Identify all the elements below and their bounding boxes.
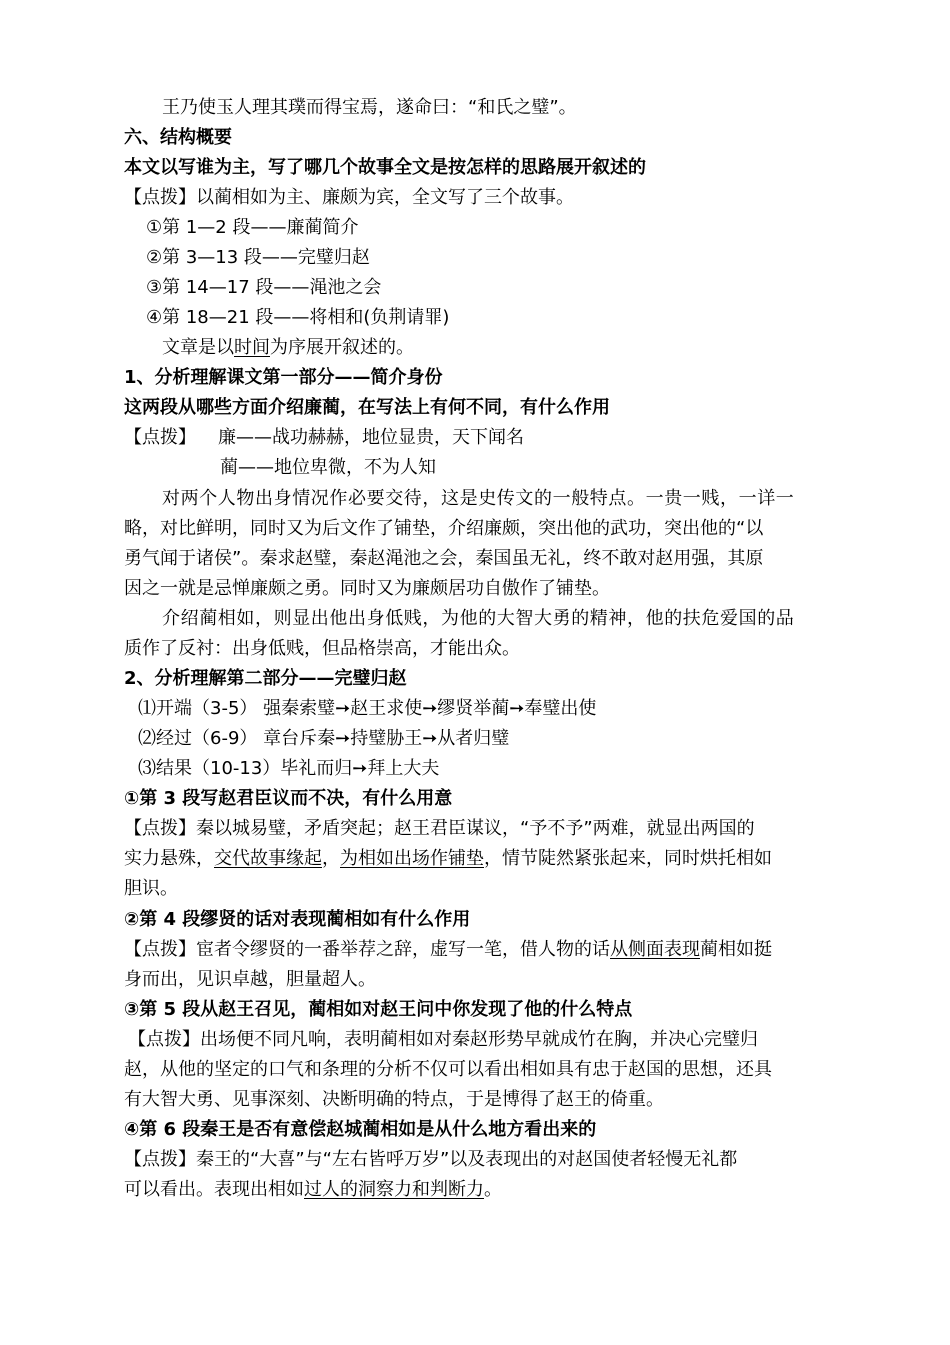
text-span: 可以看出。表现出相如 [124,1179,304,1200]
answer [124,935,826,965]
text-line: 蔺——地位卑微，不为人知 [220,457,436,478]
text-span: 【点拨】宦者令缪贤的一番举荐之辞，虚写一笔，借人物的话 [124,939,610,960]
underlined-text: 时间 [234,337,270,358]
paragraph-line: 因之一就是忌惮廉颇之勇。同时又为廉颇居功自傲作了铺垫。 [124,578,610,599]
outline-item: ⑴开端（3-5） 强秦索璧➙赵王求使➙缪贤举蔺➙奉璧出使 [138,698,597,719]
answer: 身而出，见识卓越，胆量超人。 [124,969,376,990]
question: 本文以写谁为主，写了哪几个故事全文是按怎样的思路展开叙述的 [124,157,646,178]
question: 这两段从哪些方面介绍廉蔺，在写法上有何不同，有什么作用 [124,397,610,418]
answer [124,1175,826,1205]
section-heading: 六、结构概要 [124,127,232,148]
answer: 胆识。 [124,878,178,899]
text-span: 文章是以 [162,337,234,358]
underlined-text: 从侧面表现 [610,939,700,960]
text-span: ，情节陡然紧张起来，同时烘托相如 [484,848,772,869]
outline-item: ⑵经过（6-9） 章台斥秦➙持璧胁王➙从者归璧 [138,728,510,749]
paragraph-line: 略，对比鲜明，同时又为后文作了铺垫，介绍廉颇，突出他的武功，突出他的“以 [124,518,764,539]
answer [124,844,826,874]
answer [124,423,826,453]
paragraph-line: 对两个人物出身情况作必要交待，这是史传文的一般特点。一贵一贱，一详一 [162,488,795,509]
paragraph-line: 勇气闻于诸侯”。秦求赵璧，秦赵渑池之会，秦国虽无礼，终不敢对赵用强，其原 [124,548,764,569]
paragraph-line: 质作了反衬：出身低贱，但品格崇高，才能出众。 [124,638,520,659]
answer: 【点拨】秦以城易璧，矛盾突起；赵王君臣谋议，“予不予”两难，就显出两国的 [124,818,755,839]
question: ④第 6 段秦王是否有意偿赵城蔺相如是从什么地方看出来的 [124,1119,597,1140]
text-span: 。 [484,1179,502,1200]
list-item: ①第 1—2 段——廉蔺简介 [146,217,359,238]
text-span: ， [322,848,340,869]
answer: 赵，从他的坚定的口气和条理的分析不仅可以看出相如具有忠于赵国的思想，还具 [124,1059,772,1080]
answer: 【点拨】秦王的“大喜”与“左右皆呼万岁”以及表现出的对赵国使者轻慢无礼都 [124,1149,738,1170]
text-span: 为序展开叙述的。 [270,337,414,358]
answer: 【点拨】以蔺相如为主、廉颇为宾，全文写了三个故事。 [124,187,574,208]
section-heading: 1、分析理解课文第一部分——简介身份 [124,367,443,388]
text-span: 实力悬殊， [124,848,214,869]
outline-item: ⑶结果（10-13）毕礼而归➙拜上大夫 [138,758,440,779]
answer: 【点拨】出场便不同凡响，表明蔺相如对秦赵形势早就成竹在胸，并决心完璧归 [128,1029,758,1050]
question: ③第 5 段从赵王召见，蔺相如对赵王问中你发现了他的什么特点 [124,999,633,1020]
text-line: 王乃使玉人理其璞而得宝焉，遂命曰：“和氏之璧”。 [162,97,577,118]
question: ②第 4 段缪贤的话对表现蔺相如有什么作用 [124,909,471,930]
list-item: ③第 14—17 段——渑池之会 [146,277,382,298]
underlined-text: 过人的洞察力和判断力 [304,1179,484,1200]
answer-label: 【点拨】 [124,427,196,448]
text-span: 廉——战功赫赫，地位显贵，天下闻名 [218,427,524,448]
underlined-text: 交代故事缘起 [214,848,322,869]
section-heading: 2、分析理解第二部分——完璧归赵 [124,668,407,689]
text-span: 蔺相如挺 [700,939,772,960]
paragraph-line: 介绍蔺相如，则显出他出身低贱，为他的大智大勇的精神，他的扶危爱国的品 [162,608,795,629]
answer: 有大智大勇、见事深刻、决断明确的特点，于是博得了赵王的倚重。 [124,1089,664,1110]
list-item: ②第 3—13 段——完璧归赵 [146,247,370,268]
underlined-text: 为相如出场作铺垫 [340,848,484,869]
list-item: ④第 18—21 段——将相和(负荆请罪) [146,307,450,328]
text-line [162,333,826,363]
question: ①第 3 段写赵君臣议而不决，有什么用意 [124,788,453,809]
